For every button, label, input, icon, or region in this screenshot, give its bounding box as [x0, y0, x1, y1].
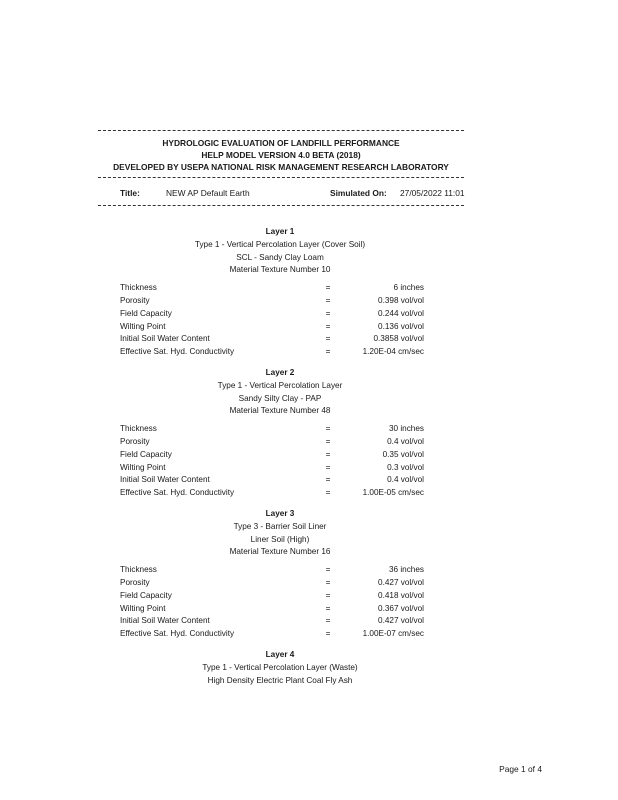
layer-2-properties	[120, 423, 424, 500]
property-row	[120, 436, 424, 449]
property-equals: =	[325, 577, 331, 587]
property-equals: =	[325, 321, 331, 331]
property-equals: =	[325, 334, 331, 344]
layer-1-material: SCL - Sandy Clay Loam	[236, 252, 324, 262]
property-name: Wilting Point	[120, 462, 166, 472]
property-value: 0.427 vol/vol	[378, 616, 424, 626]
property-equals: =	[325, 616, 331, 626]
title-value: NEW AP Default Earth	[166, 188, 250, 198]
header-line-1: HYDROLOGIC EVALUATION OF LANDFILL PERFORMANCE	[162, 138, 400, 148]
property-name: Effective Sat. Hyd. Conductivity	[120, 629, 235, 639]
property-equals: =	[325, 424, 331, 434]
layer-4-block	[120, 649, 424, 687]
property-value: 0.3858 vol/vol	[373, 334, 424, 344]
layer-3-block	[120, 508, 424, 641]
layer-2-type: Type 1 - Vertical Percolation Layer	[217, 380, 343, 390]
property-value: 0.4 vol/vol	[387, 436, 424, 446]
header-line-3: DEVELOPED BY USEPA NATIONAL RISK MANAGEMENT RESEARCH LABORATORY	[113, 162, 449, 172]
layer-3-material: Liner Soil (High)	[250, 534, 310, 544]
layer-3-type: Type 3 - Barrier Soil Liner	[233, 521, 327, 531]
property-name: Initial Soil Water Content	[120, 475, 210, 485]
property-equals: =	[325, 488, 331, 498]
property-name: Field Capacity	[120, 449, 172, 459]
layer-2-heading: Layer 2	[265, 368, 295, 377]
property-equals: =	[325, 283, 331, 293]
property-name: Thickness	[120, 565, 157, 575]
layer-2-block	[120, 367, 424, 500]
header-line-2: HELP MODEL VERSION 4.0 BETA (2018)	[201, 150, 361, 160]
property-equals: =	[325, 462, 331, 472]
property-row	[120, 474, 424, 487]
property-row	[120, 564, 424, 577]
layer-4-material: High Density Electric Plant Coal Fly Ash	[207, 675, 353, 685]
property-name: Initial Soil Water Content	[120, 616, 210, 626]
property-equals: =	[325, 603, 331, 613]
property-row	[120, 295, 424, 308]
property-value: 0.4 vol/vol	[387, 475, 424, 485]
layer-2-texture: Material Texture Number 48	[229, 406, 331, 416]
property-equals: =	[325, 475, 331, 485]
layer-3-texture: Material Texture Number 16	[229, 547, 331, 557]
property-value: 1.00E-05 cm/sec	[362, 488, 424, 498]
property-name: Thickness	[120, 424, 157, 434]
simulated-value: 27/05/2022 11:01	[400, 188, 465, 198]
property-value: 0.136 vol/vol	[378, 321, 424, 331]
layer-1-heading: Layer 1	[265, 227, 295, 236]
property-name: Thickness	[120, 283, 157, 293]
property-value: 36 inches	[388, 565, 424, 575]
property-row	[120, 615, 424, 628]
property-row	[120, 577, 424, 590]
property-row	[120, 462, 424, 475]
property-value: 1.20E-04 cm/sec	[362, 347, 424, 357]
property-row	[120, 346, 424, 359]
property-name: Porosity	[120, 577, 150, 587]
property-name: Field Capacity	[120, 308, 172, 318]
property-name: Initial Soil Water Content	[120, 334, 210, 344]
title-label: Title:	[120, 188, 140, 198]
property-row	[120, 423, 424, 436]
property-name: Field Capacity	[120, 590, 172, 600]
property-equals: =	[325, 308, 331, 318]
property-value: 0.427 vol/vol	[378, 577, 424, 587]
property-name: Wilting Point	[120, 603, 166, 613]
property-row	[120, 321, 424, 334]
layer-4-type: Type 1 - Vertical Percolation Layer (Waste)	[202, 662, 358, 672]
property-value: 0.244 vol/vol	[378, 308, 424, 318]
layer-1-type: Type 1 - Vertical Percolation Layer (Cover Soil)	[194, 239, 366, 249]
property-name: Effective Sat. Hyd. Conductivity	[120, 347, 235, 357]
layer-1-properties	[120, 282, 424, 359]
page-number: Page 1 of 4	[499, 764, 542, 774]
property-equals: =	[325, 629, 331, 639]
property-value: 0.3 vol/vol	[387, 462, 424, 472]
layer-1-block	[120, 226, 424, 359]
property-row	[120, 590, 424, 603]
property-equals: =	[325, 590, 331, 600]
property-equals: =	[325, 347, 331, 357]
layer-3-heading: Layer 3	[265, 509, 295, 518]
property-value: 0.398 vol/vol	[378, 295, 424, 305]
property-row	[120, 603, 424, 616]
header-rule-middle	[98, 177, 464, 178]
property-equals: =	[325, 295, 331, 305]
header-rule-bottom	[98, 205, 464, 206]
header-rule-top	[98, 130, 464, 131]
property-row	[120, 449, 424, 462]
simulated-label: Simulated On:	[330, 188, 387, 198]
property-name: Porosity	[120, 436, 150, 446]
property-equals: =	[325, 565, 331, 575]
property-value: 6 inches	[393, 283, 424, 293]
property-row	[120, 487, 424, 500]
property-value: 1.00E-07 cm/sec	[362, 629, 424, 639]
property-name: Effective Sat. Hyd. Conductivity	[120, 488, 235, 498]
property-value: 30 inches	[388, 424, 424, 434]
layer-4-heading: Layer 4	[265, 650, 295, 659]
property-name: Porosity	[120, 295, 150, 305]
layer-3-properties	[120, 564, 424, 641]
layer-1-texture: Material Texture Number 10	[229, 265, 331, 275]
layer-2-material: Sandy Silty Clay - PAP	[238, 393, 322, 403]
property-value: 0.35 vol/vol	[382, 449, 424, 459]
property-equals: =	[325, 449, 331, 459]
property-row	[120, 333, 424, 346]
property-row	[120, 282, 424, 295]
property-name: Wilting Point	[120, 321, 166, 331]
property-value: 0.367 vol/vol	[378, 603, 424, 613]
property-value: 0.418 vol/vol	[378, 590, 424, 600]
property-equals: =	[325, 436, 331, 446]
property-row	[120, 628, 424, 641]
property-row	[120, 308, 424, 321]
